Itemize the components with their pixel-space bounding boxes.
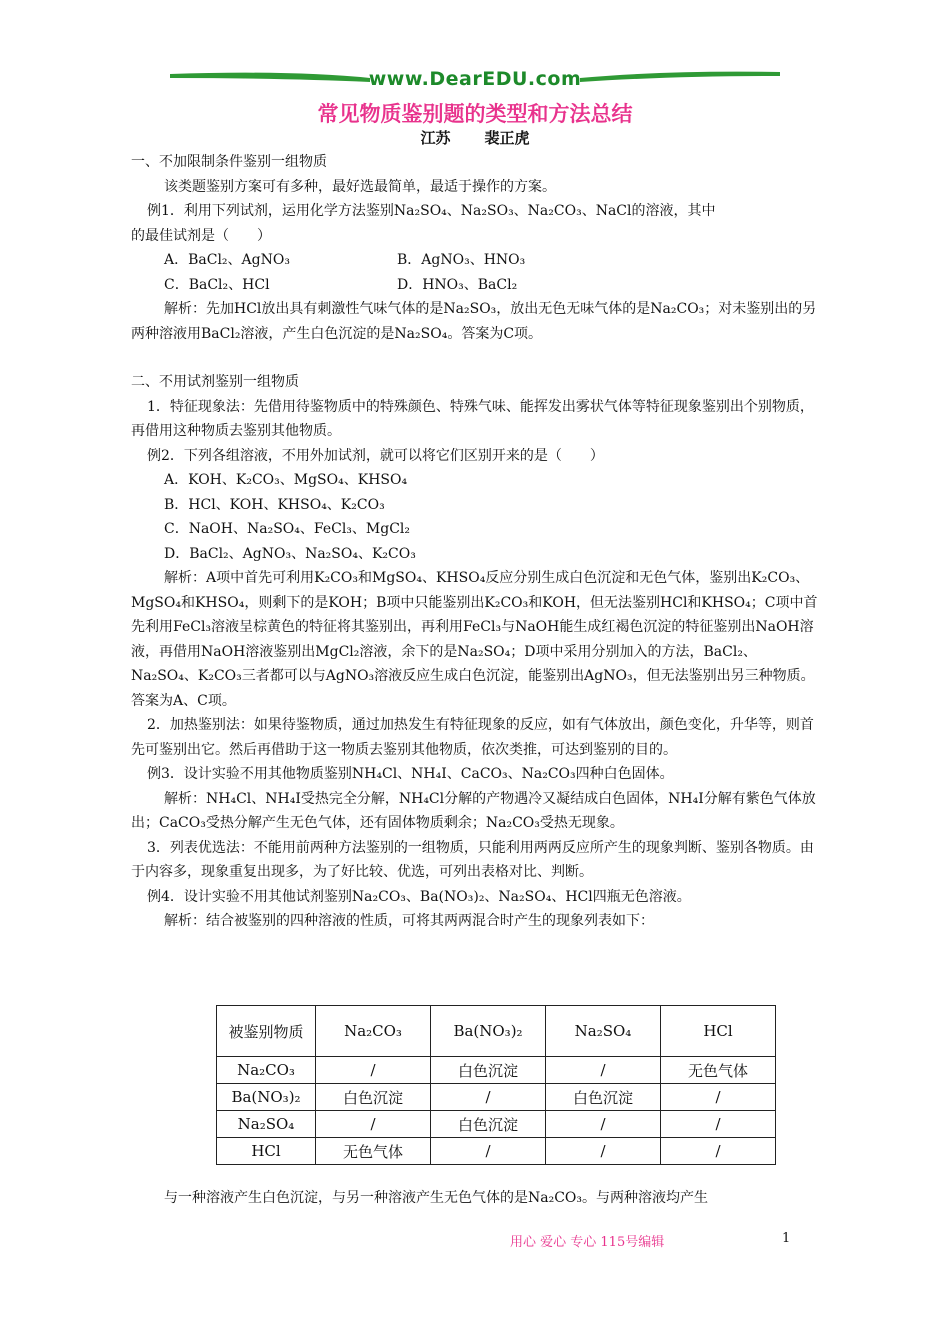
table-cell: / xyxy=(546,1138,661,1165)
paragraph: 该类题鉴别方案可有多种，最好选最简单，最适于操作的方案。 xyxy=(164,178,556,195)
table-row xyxy=(217,1084,776,1111)
option-c: C．BaCl₂、HCl xyxy=(164,276,270,293)
row-header: Ba(NO₃)₂ xyxy=(217,1084,316,1111)
table-row xyxy=(217,1138,776,1165)
page-title: 常见物质鉴别题的类型和方法总结 xyxy=(317,101,633,126)
table-cell: 白色沉淀 xyxy=(546,1084,661,1111)
row-header: HCl xyxy=(217,1138,316,1165)
table-cell: / xyxy=(546,1057,661,1084)
section-heading: 一、不加限制条件鉴别一组物质 xyxy=(131,154,327,170)
table-cell: / xyxy=(431,1084,546,1111)
table-row xyxy=(217,1111,776,1138)
column-header: Ba(NO₃)₂ xyxy=(431,1006,546,1057)
column-header: Na₂CO₃ xyxy=(316,1006,431,1057)
analysis-paragraph: 解析：A项中首先可利用K₂CO₃和MgSO₄、KHSO₄反应分别生成白色沉淀和无色气体，鉴别出K₂CO₃、MgSO₄和KHSO₄，则剩下的是KOH；B项中只能鉴别出K₂CO₃和KOH，但无法鉴别HCl和KHSO₄；C项中首先利用FeCl₃溶液呈棕黄色的特征将其鉴别出，再利用FeCl₃与NaOH能生成红褐色沉淀的特征鉴别出NaOH溶液，再借用NaOH溶液鉴别出MgCl₂溶液，余下的是Na₂SO₄；D项中采用分别加入的方法，BaCl₂、Na₂SO₄、K₂CO₃三者都可以与AgNO₃溶液反应生成白色沉淀，能鉴别出AgNO₃，但无法鉴别出另三种物质。答案为A、C项。 xyxy=(131,570,818,709)
example-question: 例4．设计实验不用其他试剂鉴别Na₂CO₃、Ba(NO₃)₂、Na₂SO₄、HCl四瓶无色溶液。 xyxy=(147,888,691,905)
option-c: C．NaOH、Na₂SO₄、FeCl₃、MgCl₂ xyxy=(164,521,411,537)
author-region: 江苏 xyxy=(420,129,451,147)
analysis-paragraph: 解析：NH₄Cl、NH₄I受热完全分解，NH₄Cl分解的产物遇冷又凝结成白色固体，NH₄I分解有紫色气体放出；CaCO₃受热分解产生无色气体，还有固体物质剩余；Na₂CO₃受热无现象。 xyxy=(131,790,816,831)
site-logo[interactable]: www.DearEDU.com xyxy=(368,68,582,90)
option-row xyxy=(131,248,823,273)
table-cell: 无色气体 xyxy=(316,1138,431,1165)
row-header: Na₂CO₃ xyxy=(217,1057,316,1084)
option-a: A．KOH、K₂CO₃、MgSO₄、KHSO₄ xyxy=(164,472,408,488)
option-b: B．AgNO₃、HNO₃ xyxy=(397,252,526,268)
table-cell: / xyxy=(661,1111,776,1138)
table-cell: / xyxy=(316,1111,431,1138)
author-line xyxy=(0,127,950,148)
method-paragraph: 1．特征现象法：先借用待鉴物质中的特殊颜色、特殊气味、能挥发出雾状气体等特征现象鉴别出个别物质，再借用这种物质去鉴别其他物质。 xyxy=(131,398,814,439)
option-b: B．HCl、KOH、KHSO₄、K₂CO₃ xyxy=(164,496,385,513)
table-cell: / xyxy=(316,1057,431,1084)
table-header-row xyxy=(217,1006,776,1057)
page-number: 1 xyxy=(782,1231,791,1246)
example-question: 的最佳试剂是（ ） xyxy=(131,227,271,244)
table-cell: / xyxy=(546,1111,661,1138)
table-cell: 白色沉淀 xyxy=(431,1111,546,1138)
table-cell: 白色沉淀 xyxy=(431,1057,546,1084)
example-question: 例3．设计实验不用其他物质鉴别NH₄Cl、NH₄I、CaCO₃、Na₂CO₃四种白色固体。 xyxy=(147,766,674,782)
option-a: A．BaCl₂、AgNO₃ xyxy=(164,252,290,268)
table-cell: / xyxy=(431,1138,546,1165)
analysis-paragraph: 解析：先加HCl放出具有刺激性气味气体的是Na₂SO₃，放出无色无味气体的是Na₂CO₃；对未鉴别出的另两种溶液用BaCl₂溶液，产生白色沉淀的是Na₂SO₄。答案为C项。 xyxy=(131,301,817,342)
section-heading: 二、不用试剂鉴别一组物质 xyxy=(131,374,299,390)
table-cell: / xyxy=(661,1138,776,1165)
row-header: Na₂SO₄ xyxy=(217,1111,316,1138)
footer-slogan: 用心 爱心 专心 115号编辑 xyxy=(510,1235,665,1250)
column-header: Na₂SO₄ xyxy=(546,1006,661,1057)
table-cell: 无色气体 xyxy=(661,1057,776,1084)
analysis-paragraph: 解析：结合被鉴别的四种溶液的性质，可将其两两混合时产生的现象列表如下： xyxy=(164,913,654,929)
article-body xyxy=(131,150,823,934)
table-row xyxy=(217,1057,776,1084)
paragraph: 与一种溶液产生白色沉淀，与另一种溶液产生无色气体的是Na₂CO₃。与两种溶液均产生 xyxy=(164,1190,709,1206)
method-paragraph: 3．列表优选法：不能用前两种方法鉴别的一组物质，只能利用两两反应所产生的现象判断、鉴别各物质。由于内容多，现象重复出现多，为了好比较、优选，可列出表格对比、判断。 xyxy=(131,839,814,880)
option-row xyxy=(131,273,823,298)
table-cell: / xyxy=(661,1084,776,1111)
column-header: HCl xyxy=(661,1006,776,1057)
reaction-table xyxy=(216,1005,776,1165)
example-question: 例2．下列各组溶液，不用外加试剂，就可以将它们区别开来的是（ ） xyxy=(147,447,604,464)
table-cell: 白色沉淀 xyxy=(316,1084,431,1111)
table-corner: 被鉴别物质 xyxy=(217,1006,316,1057)
option-d: D．BaCl₂、AgNO₃、Na₂SO₄、K₂CO₃ xyxy=(164,545,416,562)
author-name: 裴正虎 xyxy=(484,129,530,147)
option-d: D．HNO₃、BaCl₂ xyxy=(397,276,518,293)
method-paragraph: 2．加热鉴别法：如果待鉴物质，通过加热发生有特征现象的反应，如有气体放出，颜色变化，升华等，则首先可鉴别出它。然后再借助于这一物质去鉴别其他物质，依次类推，可达到鉴别的目的。 xyxy=(131,717,814,758)
example-question: 例1．利用下列试剂，运用化学方法鉴别Na₂SO₄、Na₂SO₃、Na₂CO₃、NaCl的溶液，其中 xyxy=(147,203,716,219)
